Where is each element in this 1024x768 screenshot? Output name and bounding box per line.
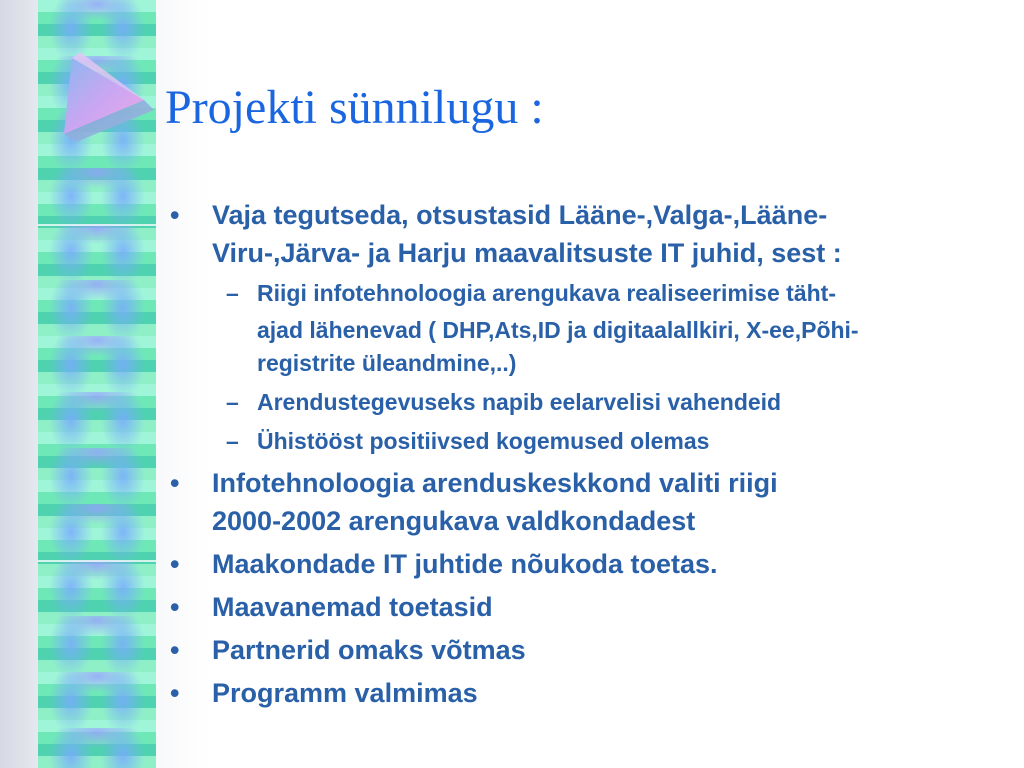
bullet-item [166,464,1016,540]
dash-marker: – [226,389,239,415]
bullet-item [166,545,1016,583]
bullet-marker: • [170,200,180,230]
bullet-marker: • [170,549,180,579]
strip-divider [38,560,156,562]
slide-content [166,196,1016,717]
bullet-text-line: Vaja tegutseda, otsustasid Lääne-,Valga-,Lääne- [212,200,828,230]
sub-bullet-item [166,386,1016,419]
sub-bullet-text: Ühistööst positiivsed kogemused olemas [257,428,710,454]
bullet-text: Partnerid omaks võtmas [212,635,526,665]
bullet-text-line: 2000-2002 arengukava valdkondadest [212,506,696,536]
bullet-marker: • [170,468,180,498]
slide-title: Projekti sünnilugu : [165,81,544,134]
bullet-marker: • [170,635,180,665]
bullet-text: Maakondade IT juhtide nõukoda toetas. [212,549,718,579]
triangle-logo-icon [58,52,154,142]
bullet-text-line: Infotehnoloogia arenduskeskkond valiti riigi [212,468,778,498]
sub-bullet-item [166,425,1016,458]
bullet-marker: • [170,592,180,622]
bullet-item [166,196,1016,272]
bullet-text: Maavanemad toetasid [212,592,493,622]
dash-marker: – [226,280,239,306]
dash-marker: – [226,428,239,454]
sub-bullet-text: Arendustegevuseks napib eelarvelisi vahendeid [257,389,782,415]
sub-bullet-continuation: ajad lähenevad ( DHP,Ats,ID ja digitaalallkiri, X-ee,Põhi- [257,317,859,343]
sub-bullet-item [166,277,1016,380]
sub-bullet-continuation: registrite üleandmine,..) [257,350,517,376]
bullet-item [166,631,1016,669]
strip-divider [38,224,156,226]
bullet-item [166,674,1016,712]
sub-bullet-text: Riigi infotehnoloogia arengukava realiseerimise täht- [257,280,836,306]
bullet-text-line: Viru-,Järva- ja Harju maavalitsuste IT juhid, sest : [212,238,842,268]
bullet-item [166,588,1016,626]
bullet-marker: • [170,678,180,708]
bullet-text: Programm valmimas [212,678,478,708]
